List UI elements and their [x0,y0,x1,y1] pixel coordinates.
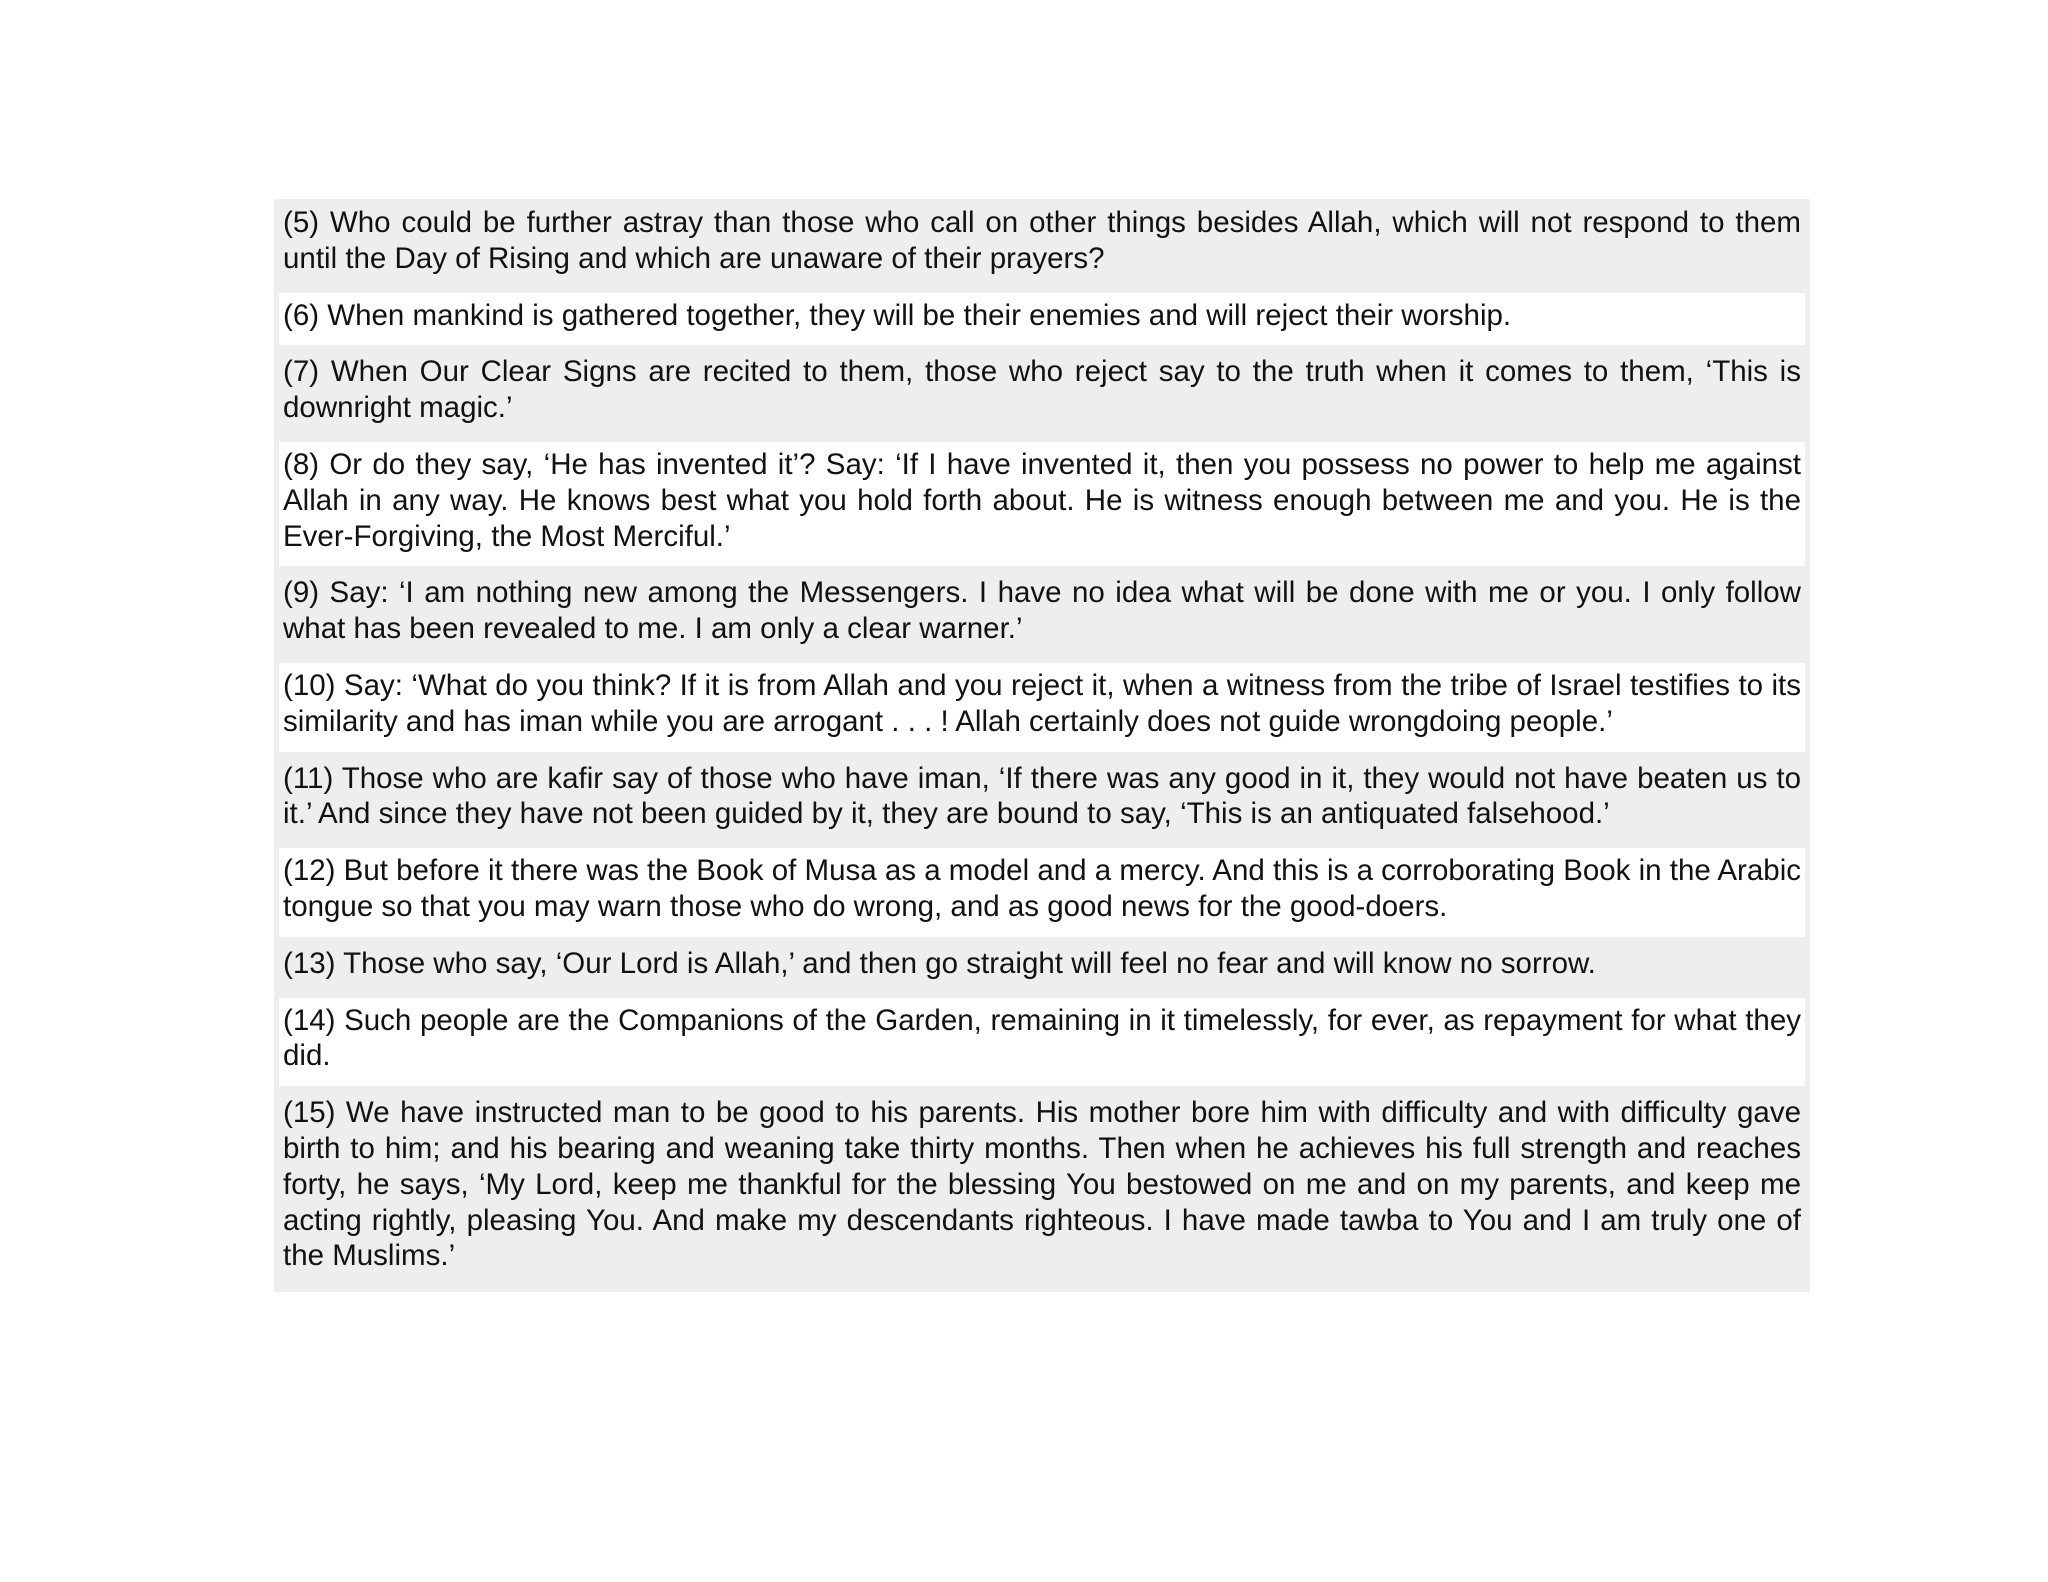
verse-11: (11) Those who are kafir say of those who have iman, ‘If there was any good in it, they would not have beaten us to it.’ And since they have not been guided by it, they are bound to say, ‘This is an antiquated falsehood.’ [279,756,1805,845]
verse-14: (14) Such people are the Companions of the Garden, remaining in it timelessly, for ever, as repayment for what they did. [279,998,1805,1087]
verse-5: (5) Who could be further astray than those who call on other things besides Allah, which will not respond to them until the Day of Rising and which are unaware of their prayers? [279,200,1805,289]
verse-13: (13) Those who say, ‘Our Lord is Allah,’ and then go straight will feel no fear and will know no sorrow. [279,941,1805,994]
verse-12: (12) But before it there was the Book of Musa as a model and a mercy. And this is a corroborating Book in the Arabic tongue so that you may warn those who do wrong, and as good news for the good-doers. [279,848,1805,937]
verse-8: (8) Or do they say, ‘He has invented it’? Say: ‘If I have invented it, then you possess no power to help me against Allah in any way. He knows best what you hold forth about. He is witness enough between me and you. He is the Ever-Forgiving, the Most Merciful.’ [279,442,1805,566]
verse-6: (6) When mankind is gathered together, they will be their enemies and will reject their worship. [279,293,1805,346]
verse-15: (15) We have instructed man to be good to his parents. His mother bore him with difficulty and with difficulty gave birth to him; and his bearing and weaning take thirty months. Then when he achieves his full strength and reaches forty, he says, ‘My Lord, keep me thankful for the blessing You bestowed on me and on my parents, and keep me acting rightly, pleasing You. And make my descendants righteous. I have made tawba to You and I am truly one of the Muslims.’ [279,1090,1805,1286]
verse-7: (7) When Our Clear Signs are recited to them, those who reject say to the truth when it comes to them, ‘This is downright magic.’ [279,349,1805,438]
verse-9: (9) Say: ‘I am nothing new among the Messengers. I have no idea what will be done with me or you. I only follow what has been revealed to me. I am only a clear warner.’ [279,570,1805,659]
verse-10: (10) Say: ‘What do you think? If it is from Allah and you reject it, when a witness from the tribe of Israel testifies to its similarity and has iman while you are arrogant . . . ! Allah certainly does not guide wrongdoing people.’ [279,663,1805,752]
verse-table [274,199,1810,1292]
